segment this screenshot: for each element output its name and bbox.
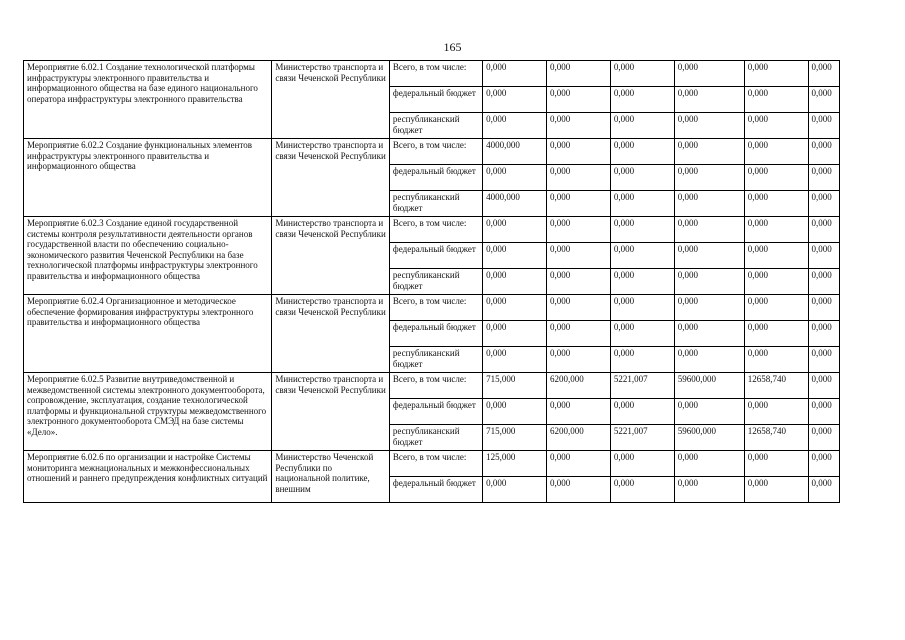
- amount-cell: 0,000: [674, 243, 744, 269]
- amount-cell: 0,000: [610, 165, 674, 191]
- measure-name: Мероприятие 6.02.3 Создание единой государственной системы контроля результативности деятельности органов государственной власти по обеспечению социально-экономического развития Чеченской Республики на базе технологической платформы инфраструктуры электронного правительства и информационного общества: [24, 217, 272, 295]
- measure-executor: Министерство транспорта и связи Чеченской Республики: [272, 217, 390, 295]
- amount-cell: 0,000: [674, 347, 744, 373]
- measure-name: Мероприятие 6.02.6 по организации и настройке Системы мониторинга межнациональных и межконфессиональных отношений и раннего предупреждения конфликтных ситуаций: [24, 451, 272, 503]
- amount-cell: 0,000: [547, 347, 611, 373]
- amount-cell: 0,000: [674, 451, 744, 477]
- amount-cell: 0,000: [547, 477, 611, 503]
- amount-cell: 0,000: [808, 451, 839, 477]
- amount-cell: 0,000: [808, 477, 839, 503]
- amount-cell: 0,000: [483, 321, 547, 347]
- amount-cell: 0,000: [483, 87, 547, 113]
- funding-source: федеральный бюджет: [389, 165, 482, 191]
- amount-cell: 5221,007: [610, 425, 674, 451]
- amount-cell: 0,000: [610, 321, 674, 347]
- measure-name: Мероприятие 6.02.2 Создание функциональных элементов инфраструктуры электронного правительства и информационного общества: [24, 139, 272, 217]
- amount-cell: 0,000: [610, 451, 674, 477]
- amount-cell: 0,000: [610, 477, 674, 503]
- funding-source: Всего, в том числе:: [389, 61, 482, 87]
- amount-cell: 0,000: [610, 139, 674, 165]
- funding-source: республиканский бюджет: [389, 191, 482, 217]
- amount-cell: 0,000: [808, 269, 839, 295]
- amount-cell: 0,000: [744, 243, 808, 269]
- funding-source: республиканский бюджет: [389, 113, 482, 139]
- amount-cell: 0,000: [483, 165, 547, 191]
- amount-cell: 0,000: [610, 113, 674, 139]
- amount-cell: 0,000: [744, 295, 808, 321]
- amount-cell: 59600,000: [674, 425, 744, 451]
- amount-cell: 0,000: [808, 217, 839, 243]
- funding-source: республиканский бюджет: [389, 269, 482, 295]
- amount-cell: 0,000: [744, 139, 808, 165]
- amount-cell: 0,000: [674, 477, 744, 503]
- table-row: [24, 217, 840, 243]
- measure-executor: Министерство Чеченской Республики по национальной политике, внешним: [272, 451, 390, 503]
- amount-cell: 0,000: [547, 139, 611, 165]
- amount-cell: 0,000: [483, 243, 547, 269]
- measure-name: Мероприятие 6.02.4 Организационное и методическое обеспечение формирования инфраструктуры электронного правительства и информационного общества: [24, 295, 272, 373]
- measure-name: Мероприятие 6.02.1 Создание технологической платформы инфраструктуры электронного правительства и информационного общества на базе единого национального оператора инфраструктуры электронного правительства: [24, 61, 272, 139]
- amount-cell: 0,000: [808, 165, 839, 191]
- amount-cell: 0,000: [547, 87, 611, 113]
- amount-cell: 0,000: [808, 425, 839, 451]
- amount-cell: 5221,007: [610, 373, 674, 399]
- table-row: [24, 373, 840, 399]
- amount-cell: 0,000: [610, 399, 674, 425]
- amount-cell: 4000,000: [483, 139, 547, 165]
- amount-cell: 12658,740: [744, 373, 808, 399]
- table-row: [24, 295, 840, 321]
- amount-cell: 0,000: [674, 191, 744, 217]
- amount-cell: 0,000: [808, 373, 839, 399]
- amount-cell: 0,000: [610, 243, 674, 269]
- amount-cell: 0,000: [674, 61, 744, 87]
- funding-source: федеральный бюджет: [389, 321, 482, 347]
- funding-source: федеральный бюджет: [389, 243, 482, 269]
- amount-cell: 0,000: [547, 217, 611, 243]
- amount-cell: 0,000: [483, 113, 547, 139]
- amount-cell: 0,000: [808, 243, 839, 269]
- amount-cell: 0,000: [744, 87, 808, 113]
- amount-cell: 0,000: [744, 321, 808, 347]
- amount-cell: 0,000: [610, 61, 674, 87]
- amount-cell: 0,000: [808, 139, 839, 165]
- page-number: 165: [443, 40, 462, 54]
- funding-source: республиканский бюджет: [389, 347, 482, 373]
- amount-cell: 4000,000: [483, 191, 547, 217]
- amount-cell: 0,000: [483, 61, 547, 87]
- amount-cell: 0,000: [610, 347, 674, 373]
- amount-cell: 715,000: [483, 425, 547, 451]
- amount-cell: 0,000: [674, 87, 744, 113]
- measure-name: Мероприятие 6.02.5 Развитие внутриведомственной и межведомственной системы электронного документооборота, сопровождение, эксплуатация, создание технологической платформы и функциональной структуры межведомственного электронного документооборота СМЭД на базе системы «Дело».: [24, 373, 272, 451]
- amount-cell: 12658,740: [744, 425, 808, 451]
- measure-executor: Министерство транспорта и связи Чеченской Республики: [272, 139, 390, 217]
- amount-cell: 715,000: [483, 373, 547, 399]
- amount-cell: 0,000: [744, 61, 808, 87]
- funding-source: федеральный бюджет: [389, 399, 482, 425]
- amount-cell: 59600,000: [674, 373, 744, 399]
- amount-cell: 0,000: [483, 269, 547, 295]
- amount-cell: 0,000: [547, 191, 611, 217]
- amount-cell: 0,000: [610, 87, 674, 113]
- measure-executor: Министерство транспорта и связи Чеченской Республики: [272, 295, 390, 373]
- measure-executor: Министерство транспорта и связи Чеченской Республики: [272, 61, 390, 139]
- funding-source: Всего, в том числе:: [389, 217, 482, 243]
- amount-cell: 0,000: [610, 217, 674, 243]
- funding-source: федеральный бюджет: [389, 87, 482, 113]
- amount-cell: 0,000: [483, 399, 547, 425]
- amount-cell: 0,000: [674, 113, 744, 139]
- amount-cell: 0,000: [610, 295, 674, 321]
- amount-cell: 0,000: [744, 269, 808, 295]
- amount-cell: 0,000: [547, 295, 611, 321]
- amount-cell: 0,000: [674, 139, 744, 165]
- amount-cell: 0,000: [808, 87, 839, 113]
- table-row: [24, 451, 840, 477]
- amount-cell: 0,000: [808, 321, 839, 347]
- amount-cell: 0,000: [744, 165, 808, 191]
- budget-table: [23, 60, 840, 503]
- amount-cell: 0,000: [547, 61, 611, 87]
- amount-cell: 0,000: [483, 217, 547, 243]
- amount-cell: 0,000: [610, 269, 674, 295]
- funding-source: республиканский бюджет: [389, 425, 482, 451]
- amount-cell: 0,000: [483, 295, 547, 321]
- amount-cell: 0,000: [808, 191, 839, 217]
- amount-cell: 0,000: [674, 295, 744, 321]
- funding-source: Всего, в том числе:: [389, 373, 482, 399]
- amount-cell: 0,000: [674, 165, 744, 191]
- amount-cell: 0,000: [674, 321, 744, 347]
- amount-cell: 0,000: [744, 399, 808, 425]
- amount-cell: 0,000: [547, 113, 611, 139]
- amount-cell: 6200,000: [547, 425, 611, 451]
- amount-cell: 0,000: [744, 113, 808, 139]
- amount-cell: 0,000: [483, 477, 547, 503]
- amount-cell: 0,000: [808, 61, 839, 87]
- amount-cell: 0,000: [808, 295, 839, 321]
- amount-cell: 0,000: [674, 217, 744, 243]
- amount-cell: 0,000: [744, 347, 808, 373]
- amount-cell: 0,000: [808, 113, 839, 139]
- amount-cell: 0,000: [610, 191, 674, 217]
- amount-cell: 0,000: [744, 217, 808, 243]
- table-row: [24, 61, 840, 87]
- funding-source: Всего, в том числе:: [389, 451, 482, 477]
- amount-cell: 0,000: [547, 321, 611, 347]
- amount-cell: 0,000: [808, 347, 839, 373]
- table-row: [24, 139, 840, 165]
- funding-source: федеральный бюджет: [389, 477, 482, 503]
- amount-cell: 6200,000: [547, 373, 611, 399]
- funding-source: Всего, в том числе:: [389, 295, 482, 321]
- funding-source: Всего, в том числе:: [389, 139, 482, 165]
- measure-executor: Министерство транспорта и связи Чеченской Республики: [272, 373, 390, 451]
- amount-cell: 0,000: [744, 191, 808, 217]
- amount-cell: 0,000: [547, 243, 611, 269]
- amount-cell: 0,000: [744, 477, 808, 503]
- amount-cell: 0,000: [547, 269, 611, 295]
- amount-cell: 0,000: [547, 451, 611, 477]
- amount-cell: 0,000: [547, 399, 611, 425]
- amount-cell: 0,000: [808, 399, 839, 425]
- amount-cell: 0,000: [547, 165, 611, 191]
- amount-cell: 0,000: [674, 399, 744, 425]
- amount-cell: 125,000: [483, 451, 547, 477]
- amount-cell: 0,000: [744, 451, 808, 477]
- amount-cell: 0,000: [483, 347, 547, 373]
- amount-cell: 0,000: [674, 269, 744, 295]
